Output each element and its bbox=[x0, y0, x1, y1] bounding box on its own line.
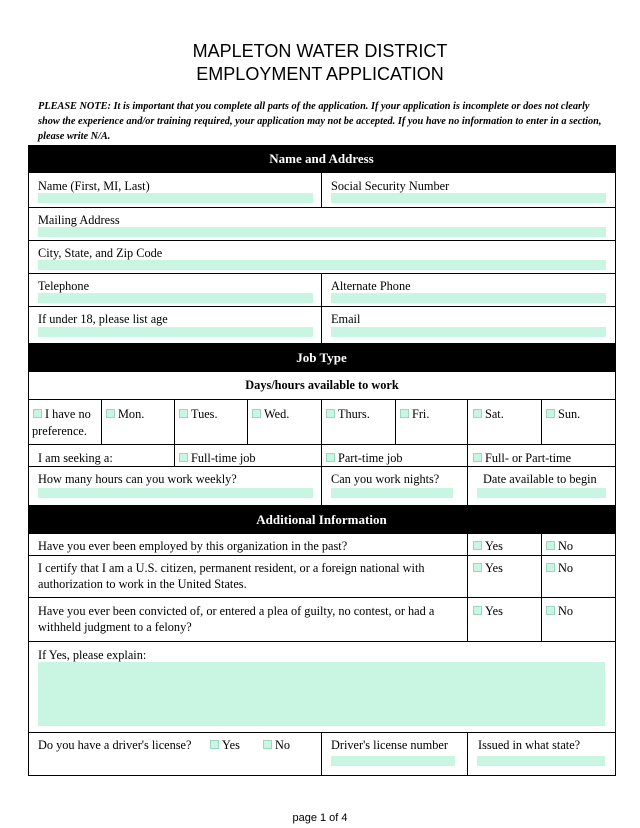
q3-yes-checkbox[interactable] bbox=[473, 606, 482, 615]
instructions-note: PLEASE NOTE: It is important that you complete all parts of the application. If your application is incomplete or does not clearly show the experience and/or training required, your application may not be accepted. If you have no information to enter in a section, please write N/A. bbox=[38, 101, 602, 142]
sunday-checkbox[interactable] bbox=[546, 409, 555, 418]
hours-weekly-label: How many hours can you work weekly? bbox=[38, 472, 237, 486]
form-title-line2: EMPLOYMENT APPLICATION bbox=[196, 64, 444, 84]
q2-no-label: No bbox=[558, 561, 574, 575]
no-preference-label-1: I have no bbox=[45, 407, 91, 421]
name-label: Name (First, MI, Last) bbox=[38, 179, 150, 193]
section-header-additional: Additional Information bbox=[28, 505, 615, 534]
ssn-field[interactable] bbox=[331, 193, 606, 203]
explain-label: If Yes, please explain: bbox=[38, 648, 147, 662]
email-label: Email bbox=[331, 312, 361, 326]
ssn-label: Social Security Number bbox=[331, 179, 450, 193]
license-yes-label: Yes bbox=[222, 738, 240, 752]
question-employed-before: Have you ever been employed by this organization in the past? bbox=[38, 539, 348, 553]
hours-weekly-field[interactable] bbox=[38, 488, 313, 498]
license-no-checkbox[interactable] bbox=[263, 740, 272, 749]
q3-yes-label: Yes bbox=[485, 604, 503, 618]
part-time-checkbox[interactable] bbox=[326, 453, 335, 462]
section-header-name-address: Name and Address bbox=[28, 145, 615, 173]
friday-checkbox[interactable] bbox=[400, 409, 409, 418]
q2-no-checkbox[interactable] bbox=[546, 563, 555, 572]
telephone-label: Telephone bbox=[38, 279, 90, 293]
saturday-label: Sat. bbox=[485, 407, 504, 421]
license-yes-checkbox[interactable] bbox=[210, 740, 219, 749]
city-state-zip-label: City, State, and Zip Code bbox=[38, 246, 163, 260]
alternate-phone-label: Alternate Phone bbox=[331, 279, 411, 293]
question-work-authorization: I certify that I am a U.S. citizen, permanent resident, or a foreign national with authorization to work in the United States. bbox=[38, 561, 425, 591]
monday-label: Mon. bbox=[118, 407, 145, 421]
q1-yes-checkbox[interactable] bbox=[473, 541, 482, 550]
alternate-phone-field[interactable] bbox=[331, 293, 606, 303]
no-preference-label-2: preference. bbox=[32, 424, 87, 438]
mailing-address-label: Mailing Address bbox=[38, 213, 120, 227]
question-felony: Have you ever been convicted of, or entered a plea of guilty, no contest, or had a withheld judgment to a felony? bbox=[38, 604, 435, 634]
tuesday-label: Tues. bbox=[191, 407, 218, 421]
q3-no-checkbox[interactable] bbox=[546, 606, 555, 615]
license-no-label: No bbox=[275, 738, 291, 752]
section-header-job-type: Job Type bbox=[28, 343, 615, 372]
q2-yes-checkbox[interactable] bbox=[473, 563, 482, 572]
q1-no-label: No bbox=[558, 539, 574, 553]
mailing-address-field[interactable] bbox=[38, 227, 606, 237]
wednesday-checkbox[interactable] bbox=[252, 409, 261, 418]
part-time-label: Part-time job bbox=[338, 451, 403, 465]
full-or-part-time-label: Full- or Part-time bbox=[485, 451, 572, 465]
q1-yes-label: Yes bbox=[485, 539, 503, 553]
page-number: page 1 of 4 bbox=[292, 812, 348, 824]
city-state-zip-field[interactable] bbox=[38, 260, 606, 270]
date-available-label: Date available to begin bbox=[483, 472, 597, 486]
telephone-field[interactable] bbox=[38, 293, 313, 303]
q1-no-checkbox[interactable] bbox=[546, 541, 555, 550]
license-question: Do you have a driver's license? bbox=[38, 738, 192, 752]
thursday-checkbox[interactable] bbox=[326, 409, 335, 418]
saturday-checkbox[interactable] bbox=[473, 409, 482, 418]
q3-no-label: No bbox=[558, 604, 574, 618]
no-preference-checkbox[interactable] bbox=[33, 409, 42, 418]
license-number-field[interactable] bbox=[331, 756, 455, 766]
q2-yes-label: Yes bbox=[485, 561, 503, 575]
tuesday-checkbox[interactable] bbox=[179, 409, 188, 418]
sunday-label: Sun. bbox=[558, 407, 581, 421]
nights-field[interactable] bbox=[331, 488, 453, 498]
days-hours-header: Days/hours available to work bbox=[245, 378, 399, 392]
issued-state-label: Issued in what state? bbox=[478, 738, 581, 752]
seeking-label: I am seeking a: bbox=[38, 451, 113, 465]
form-title-line1: MAPLETON WATER DISTRICT bbox=[192, 41, 448, 61]
explain-field[interactable] bbox=[38, 662, 605, 726]
monday-checkbox[interactable] bbox=[106, 409, 115, 418]
name-field[interactable] bbox=[38, 193, 313, 203]
issued-state-field[interactable] bbox=[477, 756, 605, 766]
wednesday-label: Wed. bbox=[264, 407, 290, 421]
email-field[interactable] bbox=[331, 327, 606, 337]
full-or-part-time-checkbox[interactable] bbox=[473, 453, 482, 462]
age-field[interactable] bbox=[38, 327, 313, 337]
date-available-field[interactable] bbox=[477, 488, 606, 498]
license-number-label: Driver's license number bbox=[331, 738, 448, 752]
nights-label: Can you work nights? bbox=[331, 472, 440, 486]
friday-label: Fri. bbox=[412, 407, 430, 421]
full-time-label: Full-time job bbox=[191, 451, 256, 465]
thursday-label: Thurs. bbox=[338, 407, 370, 421]
full-time-checkbox[interactable] bbox=[179, 453, 188, 462]
age-label: If under 18, please list age bbox=[38, 312, 168, 326]
